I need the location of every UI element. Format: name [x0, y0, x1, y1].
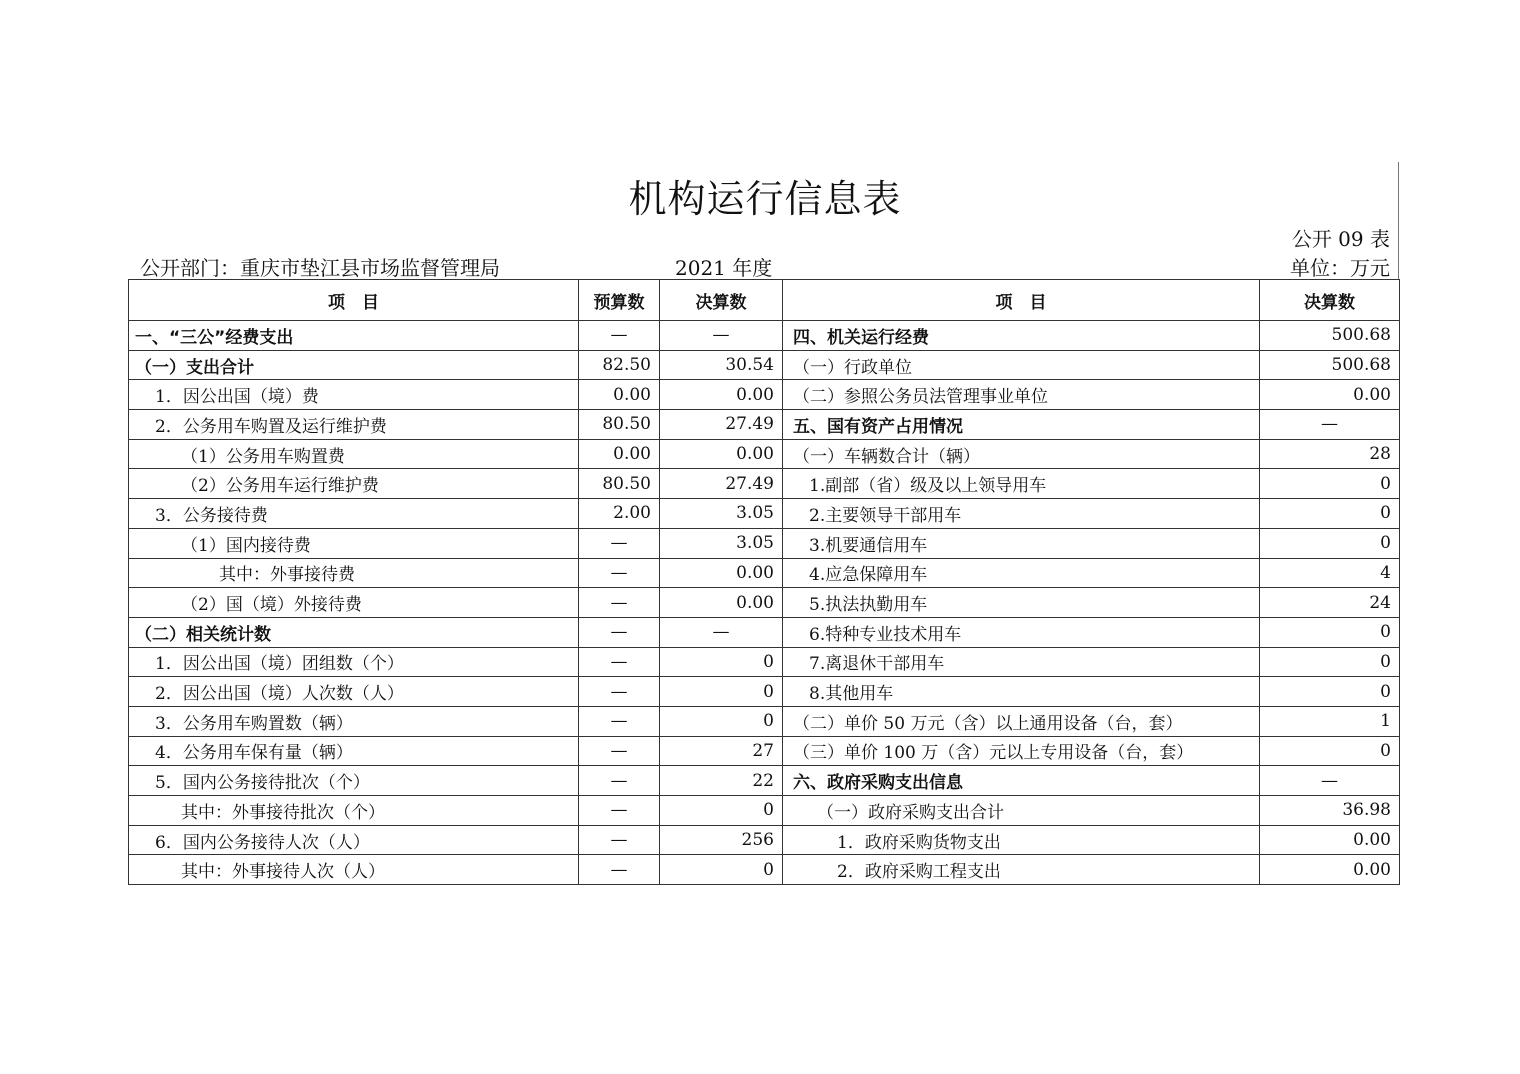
right-actual-value: 1 — [1260, 706, 1400, 736]
actual-value: 27 — [660, 736, 783, 766]
budget-value: — — [579, 855, 660, 885]
table-header-row — [129, 280, 1400, 321]
header-budget: 预算数 — [579, 280, 660, 321]
table-row — [129, 558, 1400, 588]
header-actual: 决算数 — [660, 280, 783, 321]
actual-value: 22 — [660, 766, 783, 796]
budget-value: — — [579, 736, 660, 766]
budget-value: 80.50 — [579, 410, 660, 440]
page-title: 机构运行信息表 — [628, 177, 902, 221]
table-row — [129, 706, 1400, 736]
table-row — [129, 469, 1400, 499]
table-row — [129, 796, 1400, 826]
left-item: 4．公务用车保有量（辆） — [129, 736, 579, 766]
left-item: （一）支出合计 — [129, 350, 579, 380]
actual-value: 3.05 — [660, 528, 783, 558]
fiscal-year: 2021 年度 — [675, 256, 773, 280]
right-item: （二）单价 50 万元（含）以上通用设备（台，套） — [783, 706, 1260, 736]
right-actual-value: — — [1260, 766, 1400, 796]
budget-value: — — [579, 588, 660, 618]
actual-value: — — [660, 617, 783, 647]
right-item: （一）车辆数合计（辆） — [783, 439, 1260, 469]
right-actual-value: 500.68 — [1260, 321, 1400, 351]
right-item: 四、机关运行经费 — [783, 321, 1260, 351]
institution-operation-table — [128, 279, 1400, 885]
right-actual-value: 500.68 — [1260, 350, 1400, 380]
actual-value: 0 — [660, 677, 783, 707]
right-actual-value: 36.98 — [1260, 796, 1400, 826]
left-item: （1）公务用车购置费 — [129, 439, 579, 469]
budget-value: — — [579, 677, 660, 707]
header-item-left: 项 目 — [129, 280, 579, 321]
budget-value: 0.00 — [579, 439, 660, 469]
table-row — [129, 617, 1400, 647]
right-item: 7.离退休干部用车 — [783, 647, 1260, 677]
right-item: 1．政府采购货物支出 — [783, 825, 1260, 855]
actual-value: 30.54 — [660, 350, 783, 380]
right-actual-value: 0 — [1260, 617, 1400, 647]
left-item: 2．公务用车购置及运行维护费 — [129, 410, 579, 440]
right-item: 5.执法执勤用车 — [783, 588, 1260, 618]
budget-value: — — [579, 825, 660, 855]
right-item: 4.应急保障用车 — [783, 558, 1260, 588]
table-row — [129, 380, 1400, 410]
right-item: 8.其他用车 — [783, 677, 1260, 707]
actual-value: 0 — [660, 796, 783, 826]
left-item: 一、“三公”经费支出 — [129, 321, 579, 351]
left-item: 其中：外事接待批次（个） — [129, 796, 579, 826]
budget-value: — — [579, 617, 660, 647]
right-item: （三）单价 100 万（含）元以上专用设备（台，套） — [783, 736, 1260, 766]
table-row — [129, 647, 1400, 677]
actual-value: 0 — [660, 706, 783, 736]
left-item: （二）相关统计数 — [129, 617, 579, 647]
left-item: 其中：外事接待费 — [129, 558, 579, 588]
right-item: （一）政府采购支出合计 — [783, 796, 1260, 826]
table-row — [129, 350, 1400, 380]
left-item: （2）国（境）外接待费 — [129, 588, 579, 618]
budget-value: 0.00 — [579, 380, 660, 410]
actual-value: 27.49 — [660, 410, 783, 440]
right-item: 五、国有资产占用情况 — [783, 410, 1260, 440]
actual-value: — — [660, 321, 783, 351]
table-row — [129, 588, 1400, 618]
table-row — [129, 677, 1400, 707]
budget-value: — — [579, 766, 660, 796]
right-actual-value: 4 — [1260, 558, 1400, 588]
right-actual-value: — — [1260, 410, 1400, 440]
right-actual-value: 0 — [1260, 499, 1400, 529]
table-row — [129, 410, 1400, 440]
budget-value: 2.00 — [579, 499, 660, 529]
department-label: 公开部门：重庆市垫江县市场监督管理局 — [140, 256, 500, 280]
actual-value: 3.05 — [660, 499, 783, 529]
right-item: 6.特种专业技术用车 — [783, 617, 1260, 647]
budget-value: 82.50 — [579, 350, 660, 380]
actual-value: 0 — [660, 855, 783, 885]
actual-value: 0.00 — [660, 380, 783, 410]
right-actual-value: 0 — [1260, 736, 1400, 766]
right-item: 2．政府采购工程支出 — [783, 855, 1260, 885]
right-actual-value: 0 — [1260, 677, 1400, 707]
budget-value: — — [579, 796, 660, 826]
header-item-right: 项 目 — [783, 280, 1260, 321]
right-item: 六、政府采购支出信息 — [783, 766, 1260, 796]
budget-value: — — [579, 647, 660, 677]
unit-label: 单位：万元 — [1290, 256, 1390, 280]
actual-value: 0 — [660, 647, 783, 677]
left-item: 其中：外事接待人次（人） — [129, 855, 579, 885]
budget-value: 80.50 — [579, 469, 660, 499]
left-item: 2．因公出国（境）人次数（人） — [129, 677, 579, 707]
budget-value: — — [579, 528, 660, 558]
left-item: 3．公务接待费 — [129, 499, 579, 529]
right-actual-value: 0.00 — [1260, 855, 1400, 885]
vertical-divider — [1398, 162, 1399, 280]
right-actual-value: 28 — [1260, 439, 1400, 469]
form-number: 公开 09 表 — [1291, 227, 1390, 251]
right-item: 2.主要领导干部用车 — [783, 499, 1260, 529]
table-row — [129, 439, 1400, 469]
right-actual-value: 0 — [1260, 469, 1400, 499]
table-row — [129, 528, 1400, 558]
left-item: 3．公务用车购置数（辆） — [129, 706, 579, 736]
table-row — [129, 825, 1400, 855]
right-item: 1.副部（省）级及以上领导用车 — [783, 469, 1260, 499]
right-item: （一）行政单位 — [783, 350, 1260, 380]
left-item: 1．因公出国（境）团组数（个） — [129, 647, 579, 677]
table-row — [129, 736, 1400, 766]
actual-value: 256 — [660, 825, 783, 855]
right-actual-value: 0.00 — [1260, 825, 1400, 855]
left-item: （2）公务用车运行维护费 — [129, 469, 579, 499]
left-item: 5．国内公务接待批次（个） — [129, 766, 579, 796]
table-row — [129, 855, 1400, 885]
left-item: 1．因公出国（境）费 — [129, 380, 579, 410]
right-actual-value: 24 — [1260, 588, 1400, 618]
right-actual-value: 0.00 — [1260, 380, 1400, 410]
actual-value: 0.00 — [660, 558, 783, 588]
table-row — [129, 766, 1400, 796]
left-item: （1）国内接待费 — [129, 528, 579, 558]
left-item: 6．国内公务接待人次（人） — [129, 825, 579, 855]
table-row — [129, 321, 1400, 351]
right-actual-value: 0 — [1260, 528, 1400, 558]
right-item: （二）参照公务员法管理事业单位 — [783, 380, 1260, 410]
budget-value: — — [579, 321, 660, 351]
right-actual-value: 0 — [1260, 647, 1400, 677]
budget-value: — — [579, 558, 660, 588]
budget-value: — — [579, 706, 660, 736]
header-actual-right: 决算数 — [1260, 280, 1400, 321]
actual-value: 0.00 — [660, 588, 783, 618]
actual-value: 0.00 — [660, 439, 783, 469]
table-row — [129, 499, 1400, 529]
right-item: 3.机要通信用车 — [783, 528, 1260, 558]
actual-value: 27.49 — [660, 469, 783, 499]
